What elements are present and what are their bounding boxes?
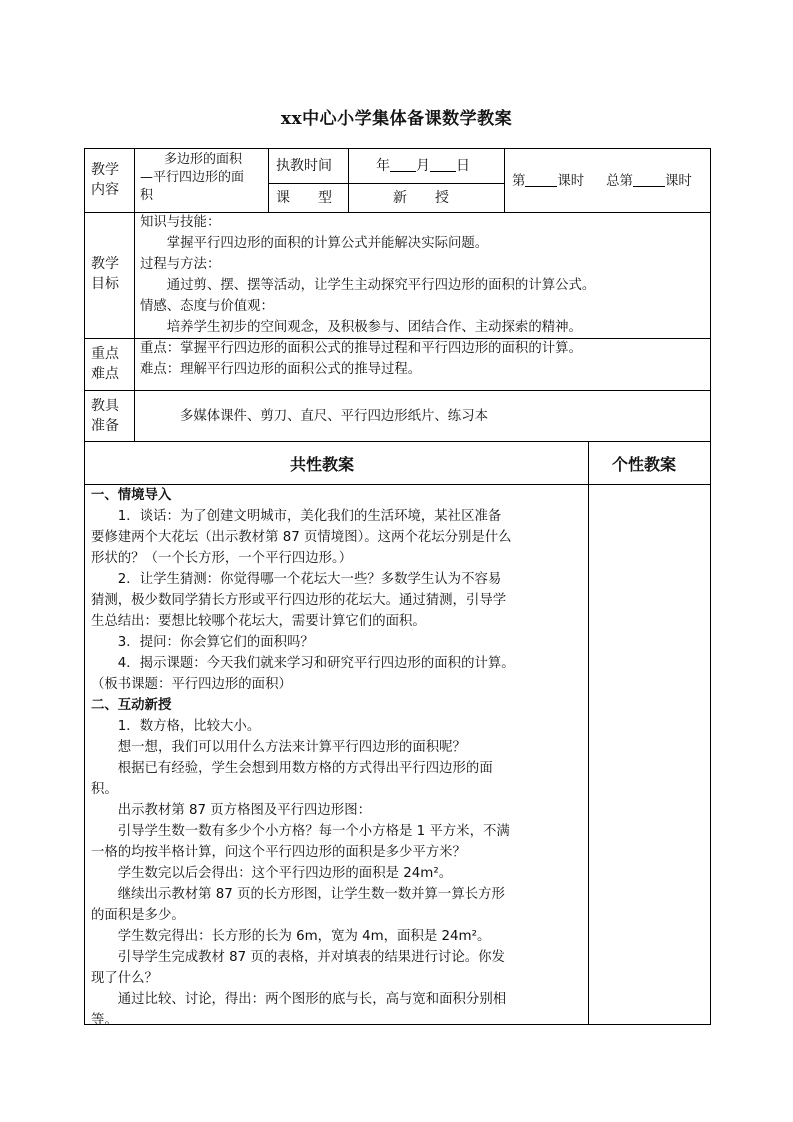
lesson-topic: 多边形的面积 —平行四边形的面 积	[140, 152, 245, 203]
body-line: 的面积是多少。	[91, 908, 185, 923]
body-line: 通过比较、讨论，得出：两个图形的底与长，高与宽和面积分别相	[91, 992, 507, 1007]
body-line: 想一想，我们可以用什么方法来计算平行四边形的面积呢？	[91, 740, 466, 755]
document-title: xx中心小学集体备课数学教案	[280, 109, 513, 129]
tools-label: 教具 准备	[91, 398, 119, 434]
body-line: 2．让学生猜测：你觉得哪一个花坛大一些？多数学生认为不容易	[91, 572, 502, 587]
body-line: 要修建两个大花坛（出示教材第 87 页情境图）。这两个花坛分别是什么	[91, 530, 512, 545]
keypoints	[140, 338, 582, 380]
goal-line: 掌握平行四边形的面积的计算公式并能解决实际问题。	[140, 236, 489, 251]
keypoints-label: 重点 难点	[91, 346, 119, 382]
goal-line: 通过剪、摆、摆等活动，让学生主动探究平行四边形的面积的计算公式。	[140, 278, 596, 293]
lesson-body	[91, 485, 515, 1031]
lesson-type-label: 课 型	[276, 190, 332, 206]
period-field: 第 课时 总第 课时	[512, 174, 692, 189]
body-line: 猜测，极少数同学猜长方形或平行四边形的花坛大。通过猜测，引导学	[91, 593, 507, 608]
teaching-goals-label: 教学 目标	[91, 256, 119, 292]
body-line: 继续出示教材第 87 页的长方形图，让学生数一数并算一算长方形	[91, 887, 505, 902]
body-line: 根据已有经验，学生会想到用数方格的方式得出平行四边形的面	[91, 761, 493, 776]
section-heading: 一、情境导入	[91, 488, 172, 503]
lesson-type-value: 新 授	[393, 190, 449, 206]
keypoint-line: 重点：掌握平行四边形的面积公式的推导过程和平行四边形的面积的计算。	[140, 341, 582, 356]
body-line: 引导学生完成教材 87 页的表格，并对填表的结果进行讨论。你发	[91, 950, 505, 965]
body-line: 现了什么？	[91, 971, 158, 986]
goal-line: 过程与方法：	[140, 257, 221, 272]
body-line: 1．谈话：为了创建文明城市，美化我们的生活环境，某社区准备	[91, 509, 502, 524]
date-field: 年 月 日	[376, 158, 470, 174]
personal-plan-header: 个性教案	[612, 455, 677, 474]
body-line: 一格的均按半格计算，问这个平行四边形的面积是多少平方米？	[91, 845, 466, 860]
body-line: 出示教材第 87 页方格图及平行四边形图：	[91, 803, 371, 818]
body-line: 4．揭示课题：今天我们就来学习和研究平行四边形的面积的计算。	[91, 656, 515, 671]
goal-line: 培养学生初步的空间观念，及积极参与、团结合作、主动探索的精神。	[140, 320, 582, 335]
body-line: 学生数完得出：长方形的长为 6m，宽为 4m，面积是 24m²。	[91, 929, 491, 944]
tools-list: 多媒体课件、剪刀、直尺、平行四边形纸片、练习本	[180, 409, 488, 424]
teaching-content-label: 教学 内容	[91, 162, 119, 198]
body-line: 积。	[91, 782, 118, 797]
common-plan-header: 共性教案	[290, 455, 355, 474]
body-line: 1．数方格，比较大小。	[91, 719, 261, 734]
keypoint-line: 难点：理解平行四边形的面积公式的推导过程。	[140, 362, 422, 377]
body-line: 3．提问：你会算它们的面积吗？	[91, 635, 314, 650]
exec-time-label: 执教时间	[276, 158, 332, 174]
goal-line: 情感、态度与价值观：	[140, 299, 274, 314]
body-line: 生总结出：要想比较哪个花坛大，需要计算它们的面积。	[91, 614, 426, 629]
body-line: 形状的？（一个长方形，一个平行四边形。）	[91, 551, 353, 566]
section-heading: 二、互动新授	[91, 698, 172, 713]
body-line: 引导学生数一数有多少个小方格？每一个小方格是 1 平方米，不满	[91, 824, 510, 839]
body-line: 等。	[91, 1013, 118, 1028]
body-line: 学生数完以后会得出：这个平行四边形的面积是 24m²。	[91, 866, 453, 881]
teaching-goals	[140, 212, 595, 338]
goal-line: 知识与技能：	[140, 215, 221, 230]
body-line: （板书课题：平行四边形的面积）	[91, 677, 292, 692]
